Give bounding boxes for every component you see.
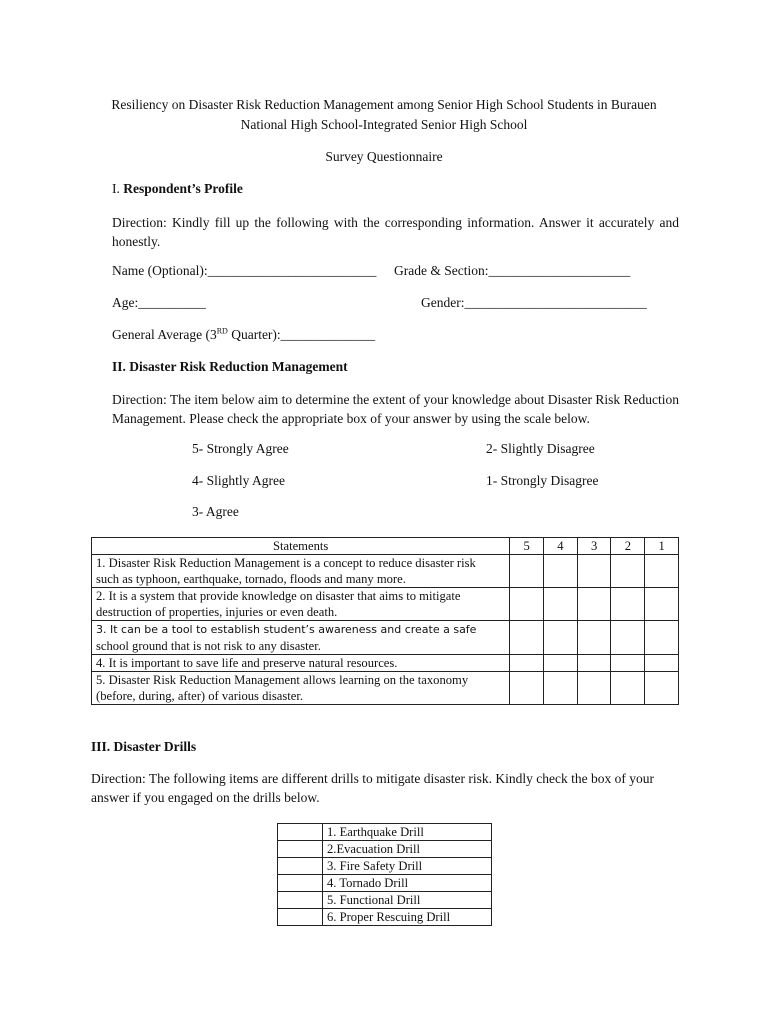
statements-header-row xyxy=(92,538,679,555)
drill-label: 6. Proper Rescuing Drill xyxy=(323,909,492,926)
header-1: 1 xyxy=(645,538,679,555)
statement-line: school ground that is not risk to any disaster. xyxy=(96,639,321,653)
table-row xyxy=(92,655,679,672)
average-prefix: General Average (3 xyxy=(112,327,217,342)
statement-cell xyxy=(92,588,510,621)
checkbox-cell-3[interactable] xyxy=(577,621,611,655)
statement-line: 2. It is a system that provide knowledge on disaster that aims to mitigate xyxy=(96,589,461,603)
checkbox-cell-5[interactable] xyxy=(510,555,544,588)
statement-line: destruction of properties, injuries or even death. xyxy=(96,605,338,619)
header-5: 5 xyxy=(510,538,544,555)
statement-line: (before, during, after) of various disaster. xyxy=(96,689,304,703)
statement-cell xyxy=(92,621,510,655)
title-line-2: National High School-Integrated Senior High School xyxy=(240,117,528,132)
checkbox-cell-4[interactable] xyxy=(544,621,578,655)
statements-table xyxy=(91,537,679,705)
table-row xyxy=(92,588,679,621)
checkbox-cell-4[interactable] xyxy=(544,672,578,705)
age-field[interactable]: Age:__________ xyxy=(112,295,206,310)
statement-line: 1. Disaster Risk Reduction Management is a concept to reduce disaster risk xyxy=(96,556,476,570)
drill-label: 2.Evacuation Drill xyxy=(323,841,492,858)
checkbox-cell-5[interactable] xyxy=(510,588,544,621)
statement-line: 3. It can be a tool to establish student’s awareness and create a safe xyxy=(96,623,477,636)
table-row xyxy=(278,892,492,909)
scale-3: 3- Agree xyxy=(192,504,239,519)
checkbox-cell-4[interactable] xyxy=(544,588,578,621)
scale-1: 1- Strongly Disagree xyxy=(486,473,599,488)
drill-checkbox-cell[interactable] xyxy=(278,892,323,909)
drill-label: 1. Earthquake Drill xyxy=(323,824,492,841)
checkbox-cell-2[interactable] xyxy=(611,655,645,672)
scale-2: 2- Slightly Disagree xyxy=(486,441,595,456)
table-row xyxy=(278,841,492,858)
section-1-heading xyxy=(112,181,243,197)
header-4: 4 xyxy=(544,538,578,555)
header-3: 3 xyxy=(577,538,611,555)
scale-5: 5- Strongly Agree xyxy=(192,441,289,456)
checkbox-cell-4[interactable] xyxy=(544,555,578,588)
checkbox-cell-5[interactable] xyxy=(510,621,544,655)
checkbox-cell-3[interactable] xyxy=(577,655,611,672)
title-line-1: Resiliency on Disaster Risk Reduction Management among Senior High School Students in Burauen xyxy=(111,97,657,112)
section-1-number: I. xyxy=(112,181,124,196)
statement-line: 4. It is important to save life and preserve natural resources. xyxy=(96,656,398,670)
drill-checkbox-cell[interactable] xyxy=(278,875,323,892)
checkbox-cell-3[interactable] xyxy=(577,588,611,621)
table-row xyxy=(278,909,492,926)
checkbox-cell-5[interactable] xyxy=(510,655,544,672)
drills-table xyxy=(277,823,492,926)
scale-4: 4- Slightly Agree xyxy=(192,473,285,488)
section-3-direction-line-2: answer if you engaged on the drills below. xyxy=(91,790,320,805)
name-field[interactable]: Name (Optional):_________________________ xyxy=(112,263,377,278)
gender-field[interactable]: Gender:___________________________ xyxy=(421,295,647,310)
statement-cell xyxy=(92,655,510,672)
header-2: 2 xyxy=(611,538,645,555)
checkbox-cell-2[interactable] xyxy=(611,672,645,705)
drill-checkbox-cell[interactable] xyxy=(278,841,323,858)
checkbox-cell-2[interactable] xyxy=(611,621,645,655)
section-1-direction: Direction: Kindly fill up the following with the corresponding information. Answer it accurately and honestly. xyxy=(112,215,679,249)
grade-section-field[interactable]: Grade & Section:_____________________ xyxy=(394,263,631,278)
drill-checkbox-cell[interactable] xyxy=(278,824,323,841)
section-3-direction-line-1: Direction: The following items are different drills to mitigate disaster risk. Kindly check the box of your xyxy=(91,771,654,786)
average-superscript: RD xyxy=(216,326,228,336)
section-2-direction: Direction: The item below aim to determine the extent of your knowledge about Disaster Risk Reduction Management. Please check the appropriate box of your answer by using the scale below. xyxy=(112,392,679,426)
drill-label: 4. Tornado Drill xyxy=(323,875,492,892)
checkbox-cell-1[interactable] xyxy=(645,621,679,655)
header-statements: Statements xyxy=(92,538,510,555)
table-row xyxy=(92,672,679,705)
checkbox-cell-4[interactable] xyxy=(544,655,578,672)
section-2-title: II. Disaster Risk Reduction Management xyxy=(112,359,348,374)
section-1-title: Respondent’s Profile xyxy=(123,181,243,196)
checkbox-cell-1[interactable] xyxy=(645,555,679,588)
table-row xyxy=(278,875,492,892)
statement-cell xyxy=(92,672,510,705)
checkbox-cell-1[interactable] xyxy=(645,672,679,705)
checkbox-cell-1[interactable] xyxy=(645,588,679,621)
general-average-field[interactable] xyxy=(112,327,375,343)
statement-line: such as typhoon, earthquake, tornado, floods and many more. xyxy=(96,572,406,586)
drill-checkbox-cell[interactable] xyxy=(278,858,323,875)
table-row xyxy=(278,824,492,841)
statement-line: 5. Disaster Risk Reduction Management allows learning on the taxonomy xyxy=(96,673,469,687)
checkbox-cell-3[interactable] xyxy=(577,555,611,588)
statement-cell xyxy=(92,555,510,588)
table-row xyxy=(92,555,679,588)
average-suffix: Quarter):______________ xyxy=(227,327,376,342)
table-row xyxy=(278,858,492,875)
drill-label: 3. Fire Safety Drill xyxy=(323,858,492,875)
checkbox-cell-5[interactable] xyxy=(510,672,544,705)
checkbox-cell-1[interactable] xyxy=(645,655,679,672)
drill-label: 5. Functional Drill xyxy=(323,892,492,909)
drill-checkbox-cell[interactable] xyxy=(278,909,323,926)
table-row xyxy=(92,621,679,655)
section-3-title: III. Disaster Drills xyxy=(91,739,197,754)
checkbox-cell-2[interactable] xyxy=(611,588,645,621)
checkbox-cell-2[interactable] xyxy=(611,555,645,588)
checkbox-cell-3[interactable] xyxy=(577,672,611,705)
survey-subtitle: Survey Questionnaire xyxy=(325,149,443,164)
